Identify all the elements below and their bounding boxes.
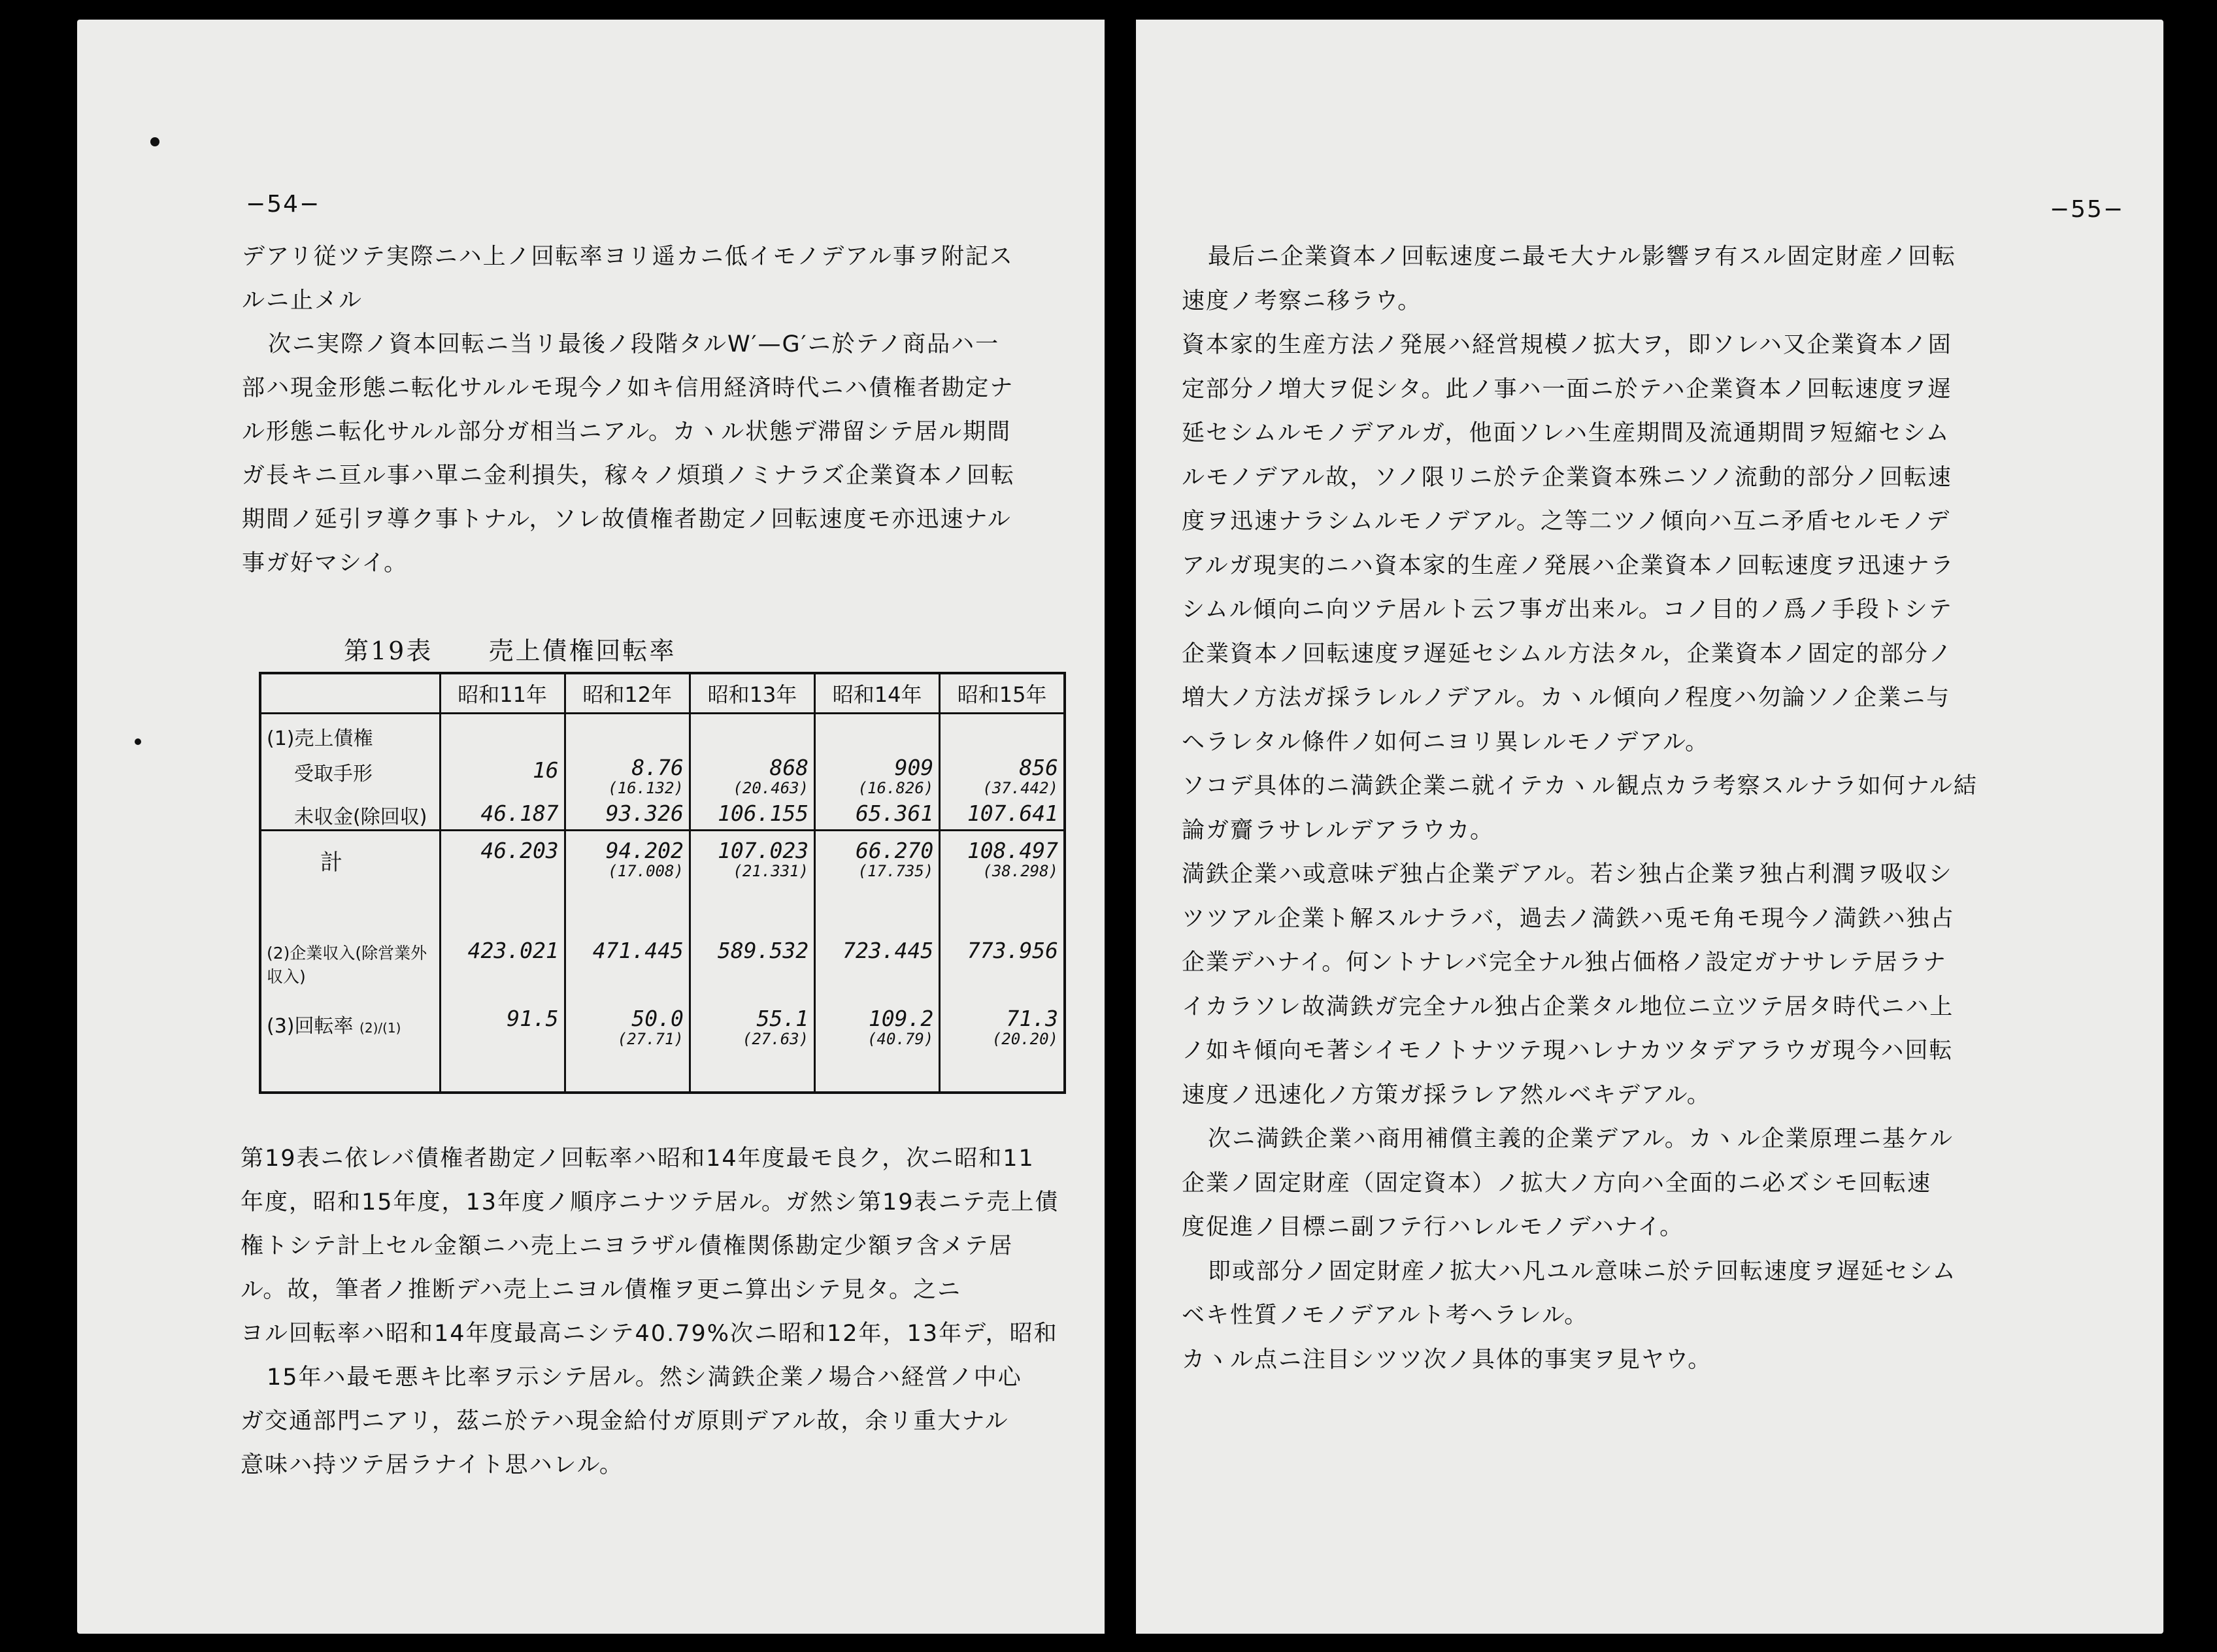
text-line: 権トシテ計上セル金額ニハ売上ニヨラザル債権関係勘定少額ヲ含メテ居 [241,1233,1014,1259]
left-page [77,20,1105,1634]
cell-note: (16.132) [608,779,684,797]
row-label: 受取手形 [260,751,440,797]
scan-speck [135,738,141,745]
text-line: 最后ニ企業資本ノ回転速度ニ最モ大ナル影響ヲ有スル固定財産ノ回転 [1208,244,1957,270]
cell-value: 8.76 [631,755,684,780]
header-cell: 昭和13年 [690,673,814,714]
cell-value: 108.497 [967,838,1058,863]
text-line: カヽル点ニ注目シツツ次ノ具体的事実ヲ見ヤウ。 [1182,1346,1712,1373]
row-label: 計 [260,831,440,929]
cell-note: (38.298) [982,862,1058,880]
table-row [260,797,1065,831]
text-line: 度ヲ迅速ナラシムルモノデアル。之等二ツノ傾向ハ互ニ矛盾セルモノデ [1182,508,1951,535]
text-line: イカラソレ故満鉄ガ完全ナル独占企業タル地位ニ立ツテ居タ時代ニハ上 [1182,993,1954,1020]
cell-value: 856 [1019,755,1058,780]
cell-value: 589.532 [690,929,814,1000]
text-line: ル形態ニ転化サルル部分ガ相当ニアル。カヽル状態デ滞留シテ居ル期間 [242,419,1012,445]
text-line: シムル傾向ニ向ツテ居ルト云フ事ガ出来ル。コノ目的ノ爲ノ手段トシテ [1182,597,1953,623]
header-cell: 昭和12年 [565,673,690,714]
text-line: ガ交通部門ニアリ，茲ニ於テハ現金給付ガ原則デアル故，余リ重大ナル [241,1408,1009,1434]
receivable-turnover-table [259,672,1066,1094]
text-line: ルニ止メル [242,288,363,314]
header-cell: 昭和15年 [940,673,1065,714]
text-line: 資本家的生産方法ノ発展ハ経営規模ノ拡大ヲ，即ソレハ又企業資本ノ固 [1182,332,1952,358]
text-line: ルモノデアル故，ソノ限リニ於テ企業資本殊ニソノ流動的部分ノ回転速 [1182,464,1952,491]
text-line: 次ニ満鉄企業ハ商用補償主義的企業デアル。カヽル企業原理ニ基ケル [1208,1126,1954,1152]
cell-note: (21.331) [733,862,809,880]
ratio-label: (2)/(1) [359,1019,401,1036]
text-line: 第19表ニ依レバ債権者勘定ノ回転率ハ昭和14年度最モ良ク，次ニ昭和11 [241,1146,1035,1172]
header-cell: 昭和11年 [440,673,565,714]
text-line: 増大ノ方法ガ採ラレルノデアル。カヽル傾向ノ程度ハ勿論ソノ企業ニ与 [1182,685,1951,711]
cell-value: 723.445 [815,929,940,1000]
cell-value: 107.023 [717,838,809,863]
cell-value: 50.0 [631,1005,684,1031]
text-line: 定部分ノ増大ヲ促シタ。此ノ事ハ一面ニ於テハ企業資本ノ回転速度ヲ遅 [1182,376,1952,403]
text-line: ガ長キニ亘ル事ハ單ニ金利損失，稼々ノ煩瑣ノミナラズ企業資本ノ回転 [242,463,1015,489]
cell-value: 106.155 [690,797,814,831]
text-line: 期間ノ延引ヲ導ク事トナル，ソレ故債権者勘定ノ回転速度モ亦迅速ナル [242,506,1012,533]
row-label [260,1000,440,1093]
text-line: 意味ハ持ツテ居ラナイト思ハレル。 [241,1452,624,1478]
cell-note: (27.63) [742,1029,809,1048]
cell-note: (27.71) [617,1029,684,1048]
table-row [260,831,1065,929]
cell-note: (40.79) [867,1029,934,1048]
cell-value: 91.5 [507,1005,559,1031]
text-line: 部ハ現金形態ニ転化サルルモ現今ノ如キ信用経済時代ニハ債権者勘定ナ [242,375,1014,401]
text-line: 企業ノ固定財産（固定資本）ノ拡大ノ方向ハ全面的ニ必ズシモ回転速 [1182,1170,1932,1197]
header-cell [260,673,440,714]
cell-value: 71.3 [1006,1005,1058,1031]
text-line: ル。故，筆者ノ推断デハ売上ニヨル債権ヲ更ニ算出シテ見タ。之ニ [241,1277,962,1303]
cell-value: 423.021 [440,929,565,1000]
text-line: 論ガ齎ラサレルデアラウカ。 [1182,817,1495,844]
text-line: アルガ現実的ニハ資本家的生産ノ発展ハ企業資本ノ回転速度ヲ迅速ナラ [1182,552,1955,579]
text-line: ヨル回転率ハ昭和14年度最高ニシテ40.79%次ニ昭和12年，13年デ，昭和 [241,1321,1058,1347]
cell-value: 471.445 [565,929,690,1000]
text-line: ベキ性質ノモノデアルト考ヘラレル。 [1182,1302,1589,1329]
cell-value: 868 [769,755,809,780]
cell-value: 109.2 [868,1005,934,1031]
cell-value: 93.326 [565,797,690,831]
cell-value: 773.956 [940,929,1065,1000]
row-label: (2)企業収入(除営業外収入) [260,929,440,1000]
text-line: 速度ノ迅速化ノ方策ガ採ラレア然ルベキデアル。 [1182,1082,1711,1108]
cell-value: 66.270 [856,838,934,863]
table-row [260,929,1065,1000]
cell-note: (37.442) [982,779,1058,797]
text-line: ノ如キ傾向モ著シイモノトナツテ現ハレナカツタデアラウガ現今ハ回転 [1182,1038,1954,1064]
cell-note: (20.463) [733,779,809,797]
text-line: 15年ハ最モ悪キ比率ヲ示シテ居ル。然シ満鉄企業ノ場合ハ経営ノ中心 [267,1364,1022,1391]
text-line: 延セシムルモノデアルガ，他面ソレハ生産期間及流通期間ヲ短縮セシム [1182,420,1950,446]
table-caption [344,631,722,667]
cell-value: 46.203 [480,838,559,863]
table-header-row [260,673,1065,714]
scan-speck [150,137,159,146]
text-line: 次ニ実際ノ資本回転ニ当リ最後ノ段階タルW′—G′ニ於テノ商品ハ一 [268,331,1000,357]
right-page [1136,20,2163,1634]
text-line: 速度ノ考察ニ移ラウ。 [1182,288,1422,314]
left-top-paragraphs [242,235,1015,586]
page-number: −55− [2049,196,2124,223]
cell-value: 909 [894,755,934,780]
cell-value: 94.202 [605,838,684,863]
cell-note: (17.008) [608,862,684,880]
table-row [260,751,1065,797]
text-line: 事ガ好マシイ。 [242,550,408,576]
cell-note: (20.20) [992,1029,1058,1048]
cell-note: (16.826) [858,779,934,797]
text-line: 年度，昭和15年度，13年度ノ順序ニナツテ居ル。ガ然シ第19表ニテ売上債 [241,1189,1059,1215]
header-cell: 昭和14年 [815,673,940,714]
text-line: 企業デハナイ。何ントナレバ完全ナル独占価格ノ設定ガナサレテ居ラナ [1182,950,1947,976]
table-row [260,714,1065,752]
text-line: 即或部分ノ固定財産ノ拡大ハ凡ユル意味ニ於テ回転速度ヲ遅延セシム [1208,1258,1957,1285]
text-line: 度促進ノ目標ニ副フテ行ハレルモノデハナイ。 [1182,1214,1684,1240]
table-row [260,1000,1065,1093]
row-label: 未収金(除回収) [260,797,440,831]
cell-value: 55.1 [756,1005,809,1031]
cell-value: 107.641 [940,797,1065,831]
table-title: 売上債権回転率 [488,636,676,665]
cell-value: 46.187 [440,797,565,831]
cell-value: 16 [532,757,559,783]
text-line: 満鉄企業ハ或意味デ独占企業デアル。若シ独占企業ヲ独占利潤ヲ吸収シ [1182,861,1953,887]
row-label: (1)売上債権 [260,714,440,752]
text-line: 企業資本ノ回転速度ヲ遅延セシムル方法タル，企業資本ノ固定的部分ノ [1182,640,1953,667]
page-number: −54− [246,191,321,218]
row-label-text: (3)回転率 [267,1014,354,1038]
text-line: ツツアル企業ト解スルナラバ，過去ノ満鉄ハ兎モ角モ現今ノ満鉄ハ独占 [1182,905,1955,932]
table-number: 第19表 [344,636,433,665]
text-line: ソコデ具体的ニ満鉄企業ニ就イテカヽル観点カラ考察スルナラ如何ナル結 [1182,773,1978,799]
text-line: デアリ従ツテ実際ニハ上ノ回転率ヨリ遥カニ低イモノデアル事ヲ附記ス [242,244,1014,270]
right-paragraphs [1182,235,1978,1382]
text-line: ヘラレタル條件ノ如何ニヨリ異レルモノデアル。 [1182,729,1710,755]
cell-note: (17.735) [858,862,934,880]
cell-value: 65.361 [815,797,940,831]
left-bottom-paragraphs [241,1137,1059,1487]
